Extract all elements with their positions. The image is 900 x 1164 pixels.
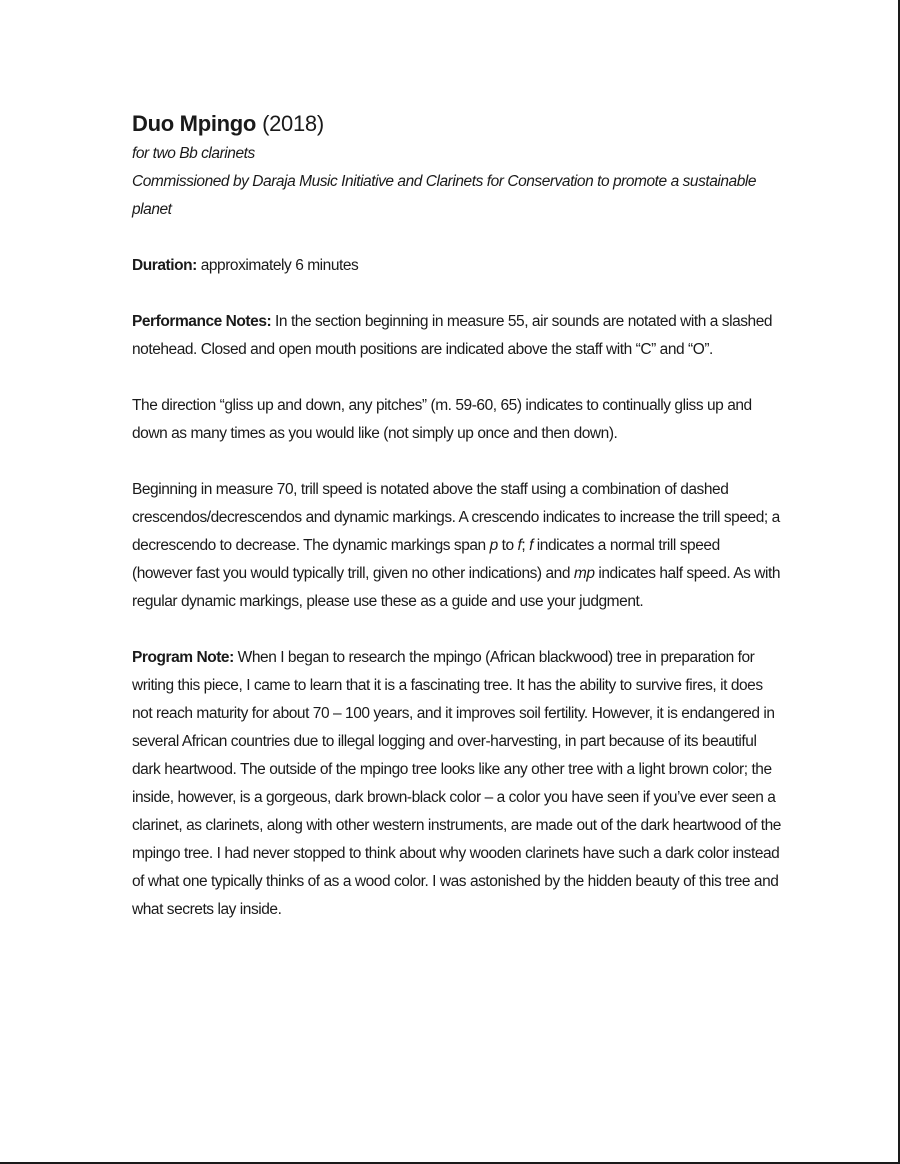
duration-label: Duration: [132,257,197,274]
piece-title: Duo Mpingo [132,111,257,136]
trill-text-2: to [497,537,518,554]
performance-notes-label: Performance Notes: [132,313,272,330]
duration-value: approximately 6 minutes [196,257,359,274]
title-heading [132,108,782,140]
piece-year: (2018) [262,111,324,136]
trill-text-5: indicates half speed. As with regular dynamic markings, please use these as a guide and use your judgment. [132,565,781,610]
dynamic-mp: mp [573,565,595,582]
performance-notes-text: In the section beginning in measure 55, air sounds are notated with a slashed notehead. Closed and open mouth positions are indicated above the staff with “C” and “O”. [132,313,773,358]
dynamic-f-1: f [517,537,522,554]
document-content [132,108,782,952]
trill-text-3: ; [521,537,530,554]
program-note-label: Program Note: [132,649,234,666]
gliss-paragraph: The direction “gliss up and down, any pitches” (m. 59-60, 65) indicates to continually gliss up and down as many times as you would like (not simply up once and then down). [132,397,752,442]
commission-note: Commissioned by Daraja Music Initiative and Clarinets for Conservation to promote a sustainable planet [132,173,757,218]
performance-notes-paragraph [132,308,782,364]
instrumentation: for two Bb clarinets [132,145,255,162]
program-note-text: When I began to research the mpingo (African blackwood) tree in preparation for writing this piece, I came to learn that it is a fascinating tree. It has the ability to survive fires, it does not reach maturity for about 70 – 100 years, and it improves soil fertility. However, it is endangered in several African countries due to illegal logging and over-harvesting, in part because of its beautiful dark heartwood. The outside of the mpingo tree looks like any other tree with a light brown color; the inside, however, is a gorgeous, dark brown-black color – a color you have seen if you’ve ever seen a clarinet, as clarinets, along with other western instruments, are made out of the dark heartwood of the mpingo tree. I had never stopped to think about why wooden clarinets have such a dark color instead of what one typically thinks of as a wood color. I was astonished by the hidden beauty of this tree and what secrets lay inside. [132,649,781,918]
trill-paragraph [132,476,782,616]
trill-text-4: indicates a normal trill speed (however fast you would typically trill, given no other indications) and [132,537,720,582]
duration-paragraph [132,252,782,280]
dynamic-p: p [489,537,498,554]
program-note-paragraph [132,644,782,924]
dynamic-f-2: f [529,537,533,554]
trill-text-1: Beginning in measure 70, trill speed is notated above the staff using a combination of dashed crescendos/decrescendos and dynamic markings. A crescendo indicates to increase the trill speed; a decrescendo to decrease. The dynamic markings span [132,481,780,554]
